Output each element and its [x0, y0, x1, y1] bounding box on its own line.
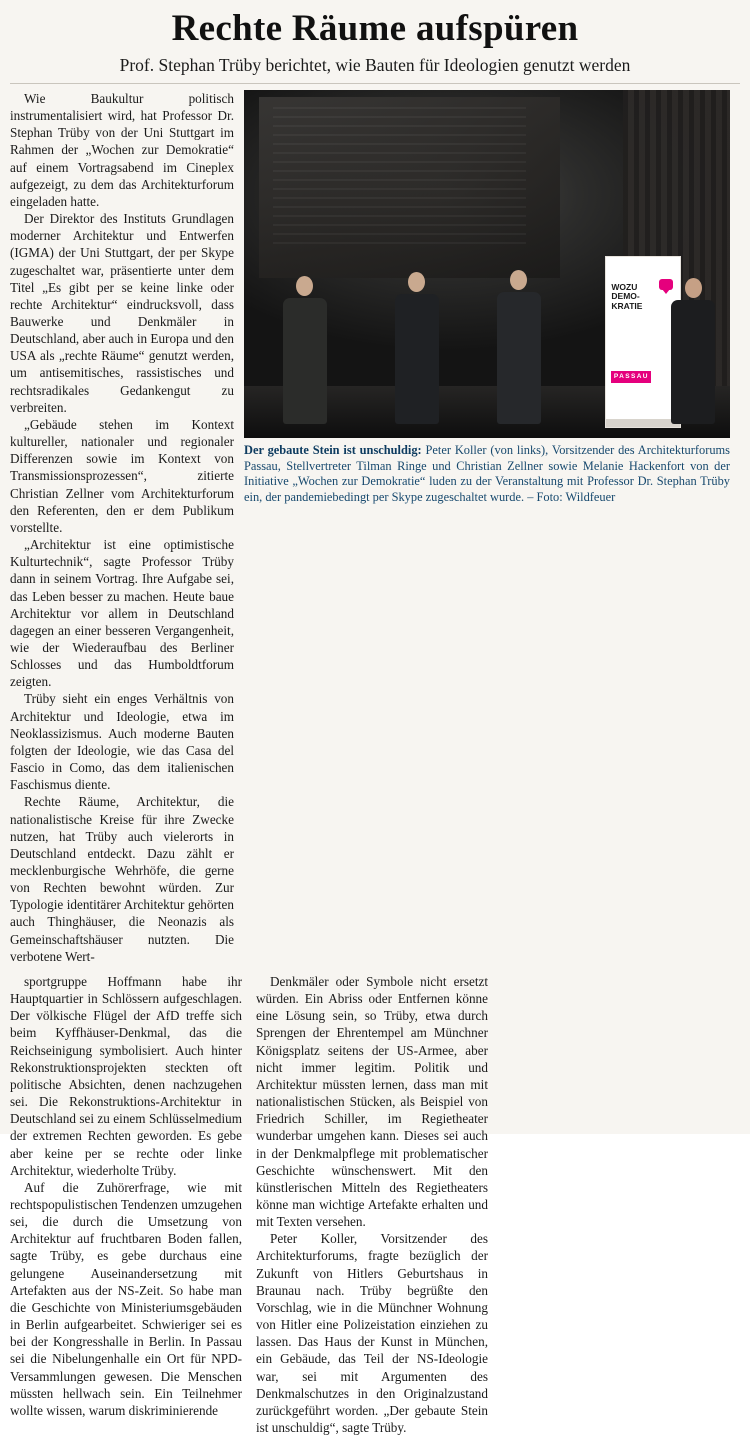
paragraph: Trüby sieht ein enges Verhältnis von Architektur und Ideologie, etwa im Neoklassizismus. Auch moderne Bauten folgten der Ideologie, wie das Casa del Fascio in Como, das dem italienischen Faschismus diente.	[10, 691, 234, 793]
screen-texture	[273, 107, 526, 246]
rollup-banner	[605, 256, 681, 428]
person-silhouette	[395, 272, 439, 424]
paragraph: Auf die Zuhörerfrage, wie mit rechtspopulistischen Tendenzen umzugehen sei, die durch die Umsetzung von Architektur auf fruchtbaren Boden fallen, sagte Trüby, es gebe durchaus eine gelungene Auseinandersetzung mit Artefakten aus der NS-Zeit. So habe man die Geschichte von Ministeriumsgebäuden in Berlin aufgearbeitet. Schwieriger sei es bei der Kongresshalle in Berlin. In Passau sei die Nibelungenhalle ein Ort für NPD-Versammlungen gewesen. Die Menschen müssten hellwach sein. Ein Teilnehmer wollte wissen, warum diskriminierende	[10, 1179, 242, 1418]
banner-line-2: DEMO-	[611, 291, 640, 302]
person-head	[408, 272, 425, 292]
paragraph: „Architektur ist eine optimistische Kulturtechnik“, sagte Professor Trüby dann in seinem Vortrag. Ihre Aufgabe sei, das Leben besser zu machen. Heute baue Architektur vor allem in Deutschland dagegen an einer besseren Vergangenheit, wie der Wiederaufbau des Berliner Schlosses und das Humboldtforum zeigten.	[10, 537, 234, 690]
caption-lead: Der gebaute Stein ist unschuldig:	[244, 442, 422, 457]
person-body	[497, 292, 541, 424]
paragraph: Wie Baukultur politisch instrumentalisiert wird, hat Professor Dr. Stephan Trüby von der Uni Stuttgart im Rahmen der „Wochen zur Demokratie“ auf einem Vortragsabend im Cineplex aufgezeigt, zu dem das Architekturforum eingeladen hatte.	[10, 90, 234, 209]
person-body	[395, 294, 439, 424]
person-head	[296, 276, 313, 296]
page-title: Rechte Räume aufspüren	[171, 8, 579, 49]
event-photo	[244, 90, 730, 438]
photo-credit: – Foto: Wildfeuer	[527, 490, 616, 505]
person-head	[685, 278, 702, 298]
photo-caption	[244, 443, 730, 506]
banner-tag: PASSAU	[611, 371, 651, 383]
intro-column	[10, 90, 234, 965]
subheadline: Prof. Stephan Trüby berichtet, wie Bauten für Ideologien genutzt werden	[119, 54, 631, 75]
person-silhouette	[283, 276, 327, 424]
bottom-section	[10, 973, 740, 1436]
person-body	[671, 300, 715, 424]
paragraph: Rechte Räume, Architektur, die nationalistische Kreise für ihre Zwecke nutzen, hat Trüby auch vielerorts in Deutschland entdeckt. Dazu zählt er mecklenburgische Wehrhöfe, die gerne von Rechten bewohnt würden. Zur Typologie identitärer Architektur gehörten auch Thinghäuser, die Neonazis als Gemeinschaftshäuser nutzten. Die verbotene Wert-	[10, 794, 234, 964]
person-body	[283, 298, 327, 424]
body-column-1	[10, 973, 242, 1436]
banner-line-3: KRATIE	[611, 301, 643, 312]
person-silhouette	[671, 278, 715, 424]
paragraph: „Gebäude stehen im Kontext kultureller, nationaler und regionaler Differenzen sowie im Kontext von Transmissionsprozessen“, zitierte Christian Zellner vom Architekturforum den Referenten, den er dem Publikum vorstellte.	[10, 416, 234, 535]
paragraph: Denkmäler oder Symbole nicht ersetzt würden. Ein Abriss oder Entfernen könne eine Lösung sein, so Trüby, etwa durch Sprengen der Ehrentempel am Münchner Königsplatz seitens der US-Armee, aber nicht immer legitim. Politik und Architektur müssten lernen, dass man mit nationalistischen Stücken, als Beispiel von Friedrich Schiller, im Regietheater wunderbar umgehen kann. Dieses sei auch in der Denkmalpflege mit problematischer Geschichte wünschenswert. Mit den künstlerischen Mitteln des Regietheaters könne man wichtige Artefakte erhalten und mit Texten versehen.	[256, 973, 488, 1230]
caption-text: Peter Koller (von links), Vorsitzender des Architekturforums Passau, Stellvertreter Tilman Ringe und Christian Zellner sowie Melanie Hackenfort von der Initiative „Wochen zur Demokratie“ luden zu der Veranstaltung mit Professor Dr. Stephan Trüby ein, der pandemiebedingt per Skype zugeschaltet wurde.	[244, 442, 730, 505]
header-divider	[10, 83, 740, 84]
paragraph: Der Direktor des Instituts Grundlagen moderner Architektur und Entwerfen (IGMA) der Uni Stuttgart, der per Skype zugeschaltet war, präsentierte unter dem Titel „Es gibt per se keine linke oder rechte Architektur“ eindrucksvoll, dass Bauwerke und Denkmäler in Deutschland, aber auch in Europa und den USA als „rechte Räume“ genutzt werden, um antisemitisches, rassistisches und rechtsradikales Gedankengut zu verbreiten.	[10, 211, 234, 415]
top-section	[10, 90, 740, 965]
person-head	[510, 270, 527, 290]
person-silhouette	[497, 270, 541, 424]
banner-base	[606, 419, 680, 427]
banner-line-1: WOZU	[611, 281, 638, 292]
paragraph: sportgruppe Hoffmann habe ihr Hauptquartier in Schlössern aufgeschlagen. Der völkische Flügel der AfD treffe sich beim Kyffhäuser-Denkmal, das die Reichseinigung symbolisiert. Auch hinter Rekonstruktionsprojekten steckten oft politische Absichten, denen nachzugehen sei. Die Rekonstruktions-Architektur in Deutschland sei zu einem Schlüsselmedium der extremen Rechten geworden. Es gebe aber keine per se rechte oder linke Architektur, wiederholte Trüby.	[10, 973, 242, 1178]
photo-block	[244, 90, 730, 506]
paragraph: Peter Koller, Vorsitzender des Architekturforums, fragte bezüglich der Zukunft von Hitlers Geburtshaus in Braunau nach. Trüby begrüßte den Vorschlag, wie in die Münchner Wohnung von Hitler eine Polizeistation einziehen zu lassen. Das Haus der Kunst in München, ein Gebäude, das Teil der NS-Ideologie war, sei mit Argumenten des Denkmalschutzes in den Originalzustand zurückgeführt worden. „Der gebaute Stein ist unschuldig“, sagte Trüby.	[256, 1231, 488, 1435]
body-column-2	[256, 973, 488, 1436]
